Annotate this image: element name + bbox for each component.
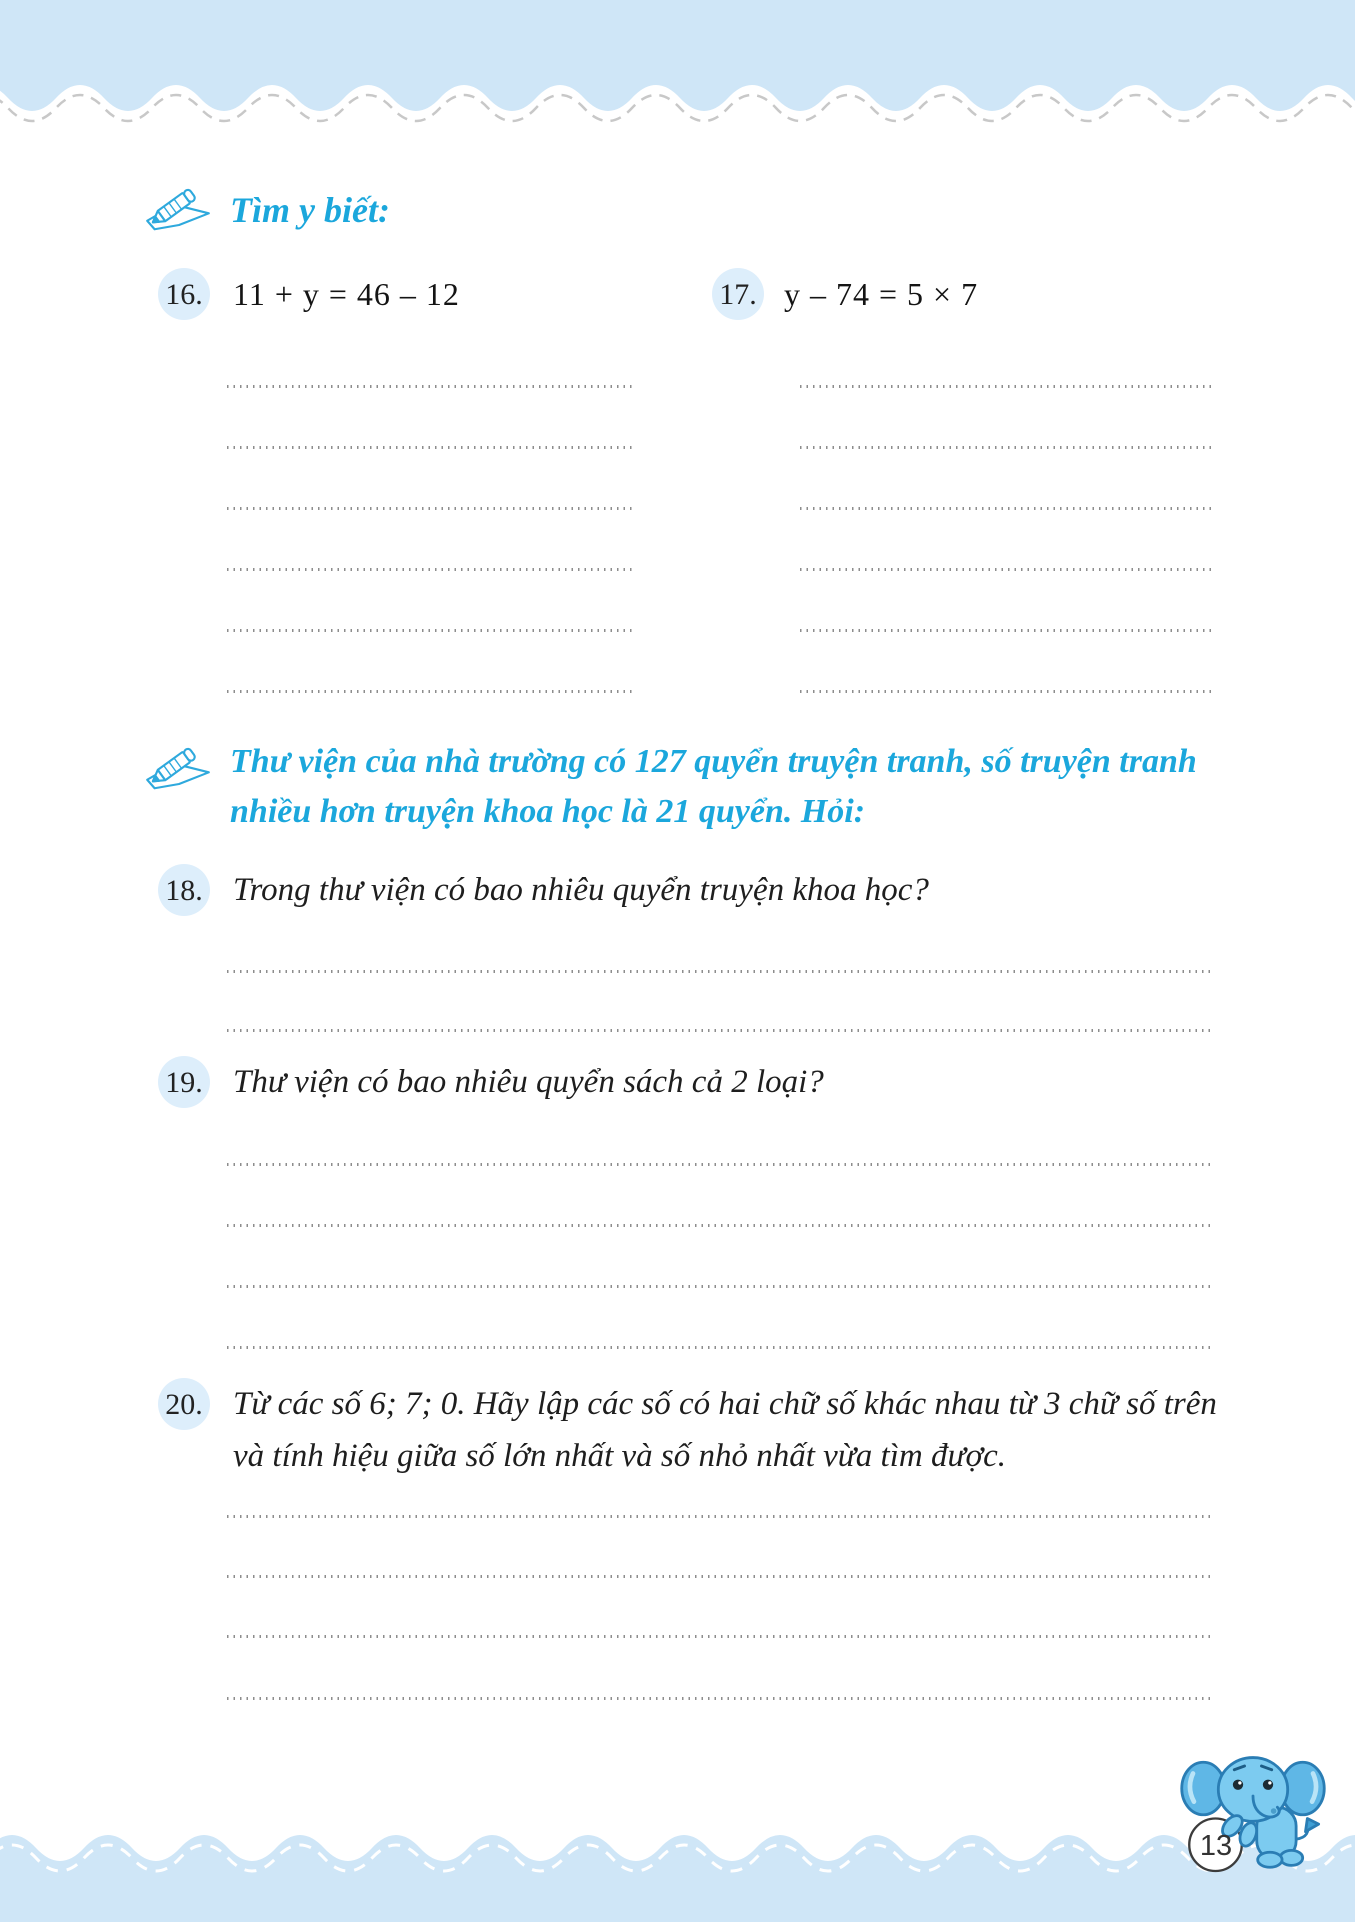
section2-heading: Thư viện của nhà trường có 127 quyển truyện tranh, số truyện tranh nhiều hơn truyện khoa học là 21 quyển. Hỏi: bbox=[230, 743, 1197, 830]
answer-line bbox=[227, 1697, 1215, 1700]
answer-line bbox=[227, 1346, 1215, 1349]
answer-line bbox=[227, 446, 634, 449]
problem-18-text: Trong thư viện có bao nhiêu quyển truyện khoa học? bbox=[233, 872, 929, 908]
answer-line bbox=[227, 1635, 1215, 1638]
problem-18-number: 18. bbox=[158, 864, 210, 916]
answer-line bbox=[227, 1575, 1215, 1578]
answer-line bbox=[227, 629, 634, 632]
answer-line bbox=[227, 1285, 1215, 1288]
answer-line bbox=[227, 1224, 1215, 1227]
answer-line bbox=[227, 568, 634, 571]
answer-line bbox=[227, 690, 634, 693]
section1-heading: Tìm y biết: bbox=[230, 190, 390, 230]
problem-17-number: 17. bbox=[712, 268, 764, 320]
problem-20-number: 20. bbox=[158, 1378, 210, 1430]
answer-line bbox=[800, 385, 1213, 388]
problem-19-text: Thư viện có bao nhiêu quyển sách cả 2 loại? bbox=[233, 1064, 824, 1100]
answer-line bbox=[800, 629, 1213, 632]
problem-16-equation: 11 + y = 46 – 12 bbox=[233, 276, 460, 312]
answer-line bbox=[800, 446, 1213, 449]
problem-20-text: Từ các số 6; 7; 0. Hãy lập các số có hai chữ số khác nhau từ 3 chữ số trên và tính hiệu giữa số lớn nhất và số nhỏ nhất vừa tìm được. bbox=[233, 1386, 1217, 1474]
answer-line bbox=[800, 690, 1213, 693]
answer-line bbox=[227, 1163, 1215, 1166]
pencil-icon bbox=[144, 181, 212, 235]
answer-line bbox=[227, 507, 634, 510]
answer-line bbox=[800, 507, 1213, 510]
bottom-wave-band bbox=[0, 1828, 1355, 1922]
page-number: 13 bbox=[1199, 1830, 1233, 1862]
answer-line bbox=[227, 385, 634, 388]
answer-line bbox=[800, 568, 1213, 571]
problem-16-number: 16. bbox=[158, 268, 210, 320]
answer-line bbox=[227, 1029, 1215, 1032]
top-wave-band bbox=[0, 0, 1355, 130]
answer-line bbox=[227, 1515, 1215, 1518]
top-band-shape bbox=[0, 0, 1355, 111]
problem-19-number: 19. bbox=[158, 1056, 210, 1108]
problem-17-equation: y – 74 = 5 × 7 bbox=[784, 276, 979, 312]
pencil-icon bbox=[144, 740, 212, 794]
answer-line bbox=[227, 970, 1215, 973]
